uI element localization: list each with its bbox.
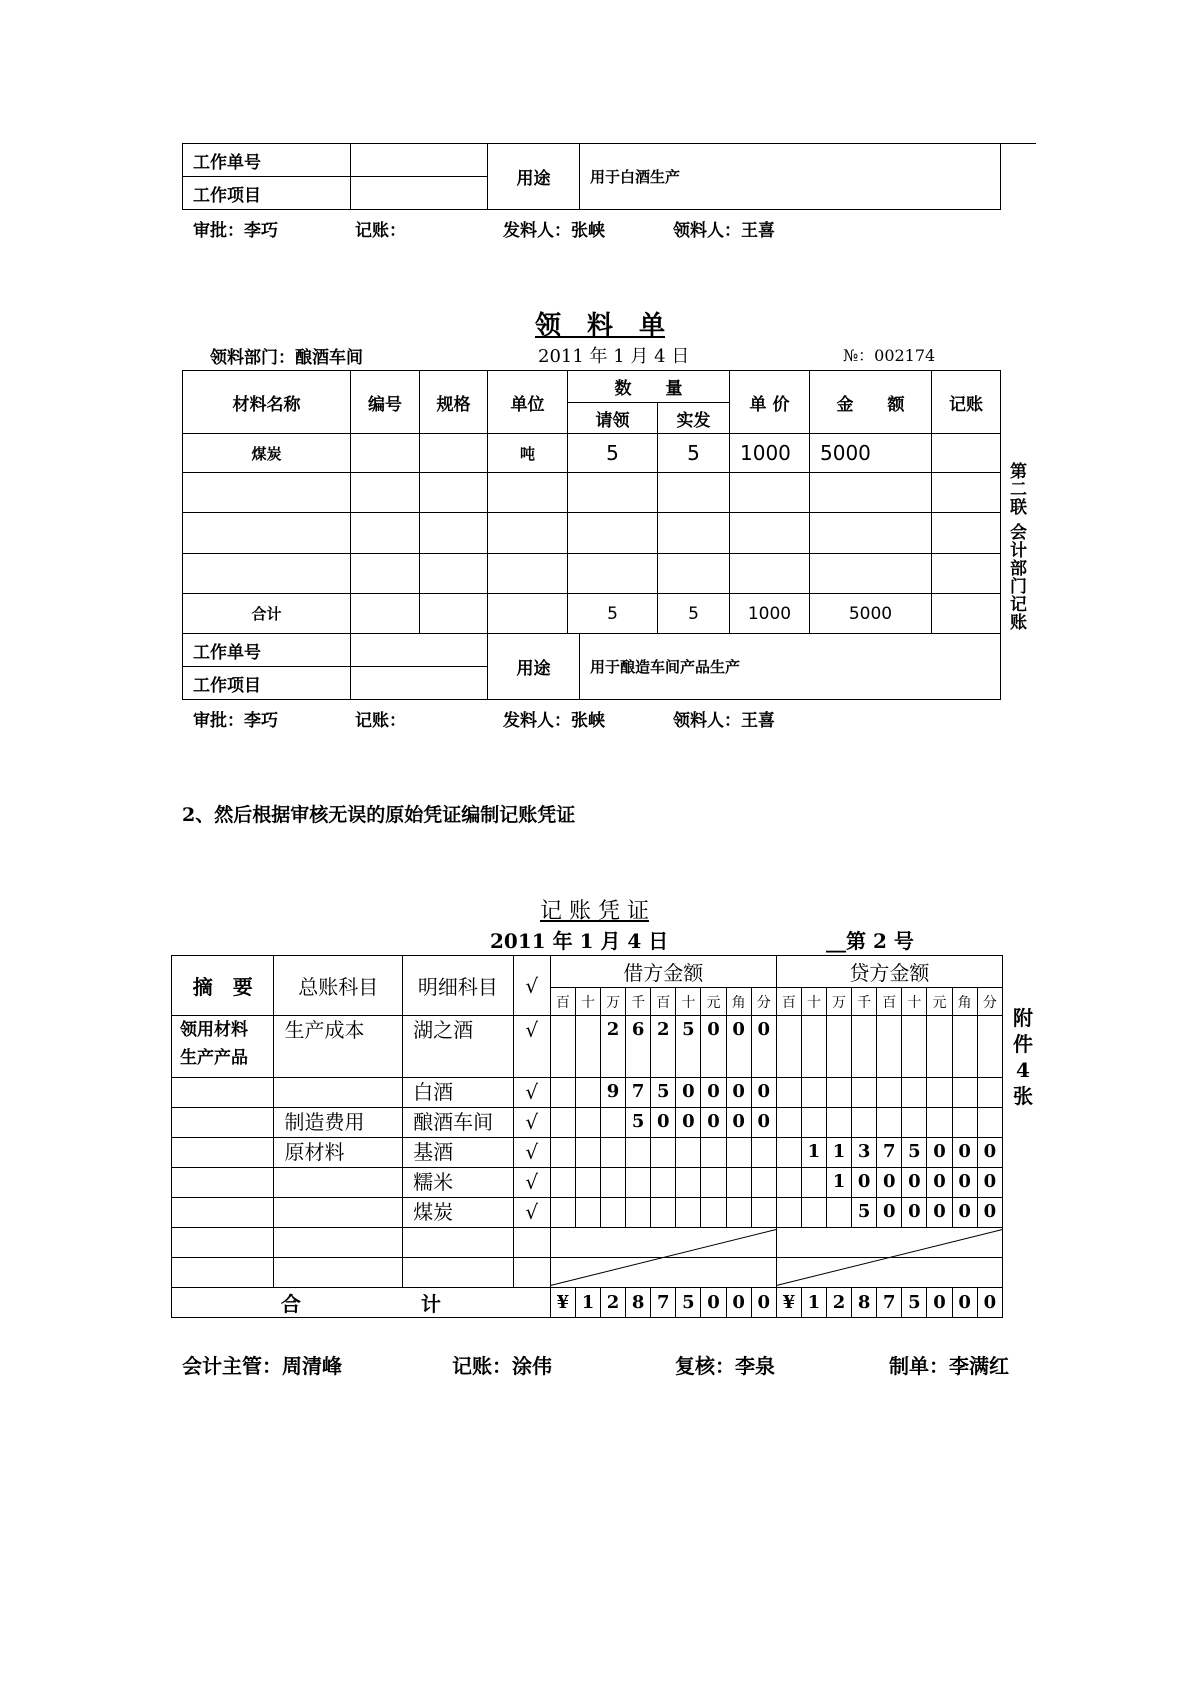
debit-digit bbox=[751, 1168, 776, 1198]
debit-digit: 2 bbox=[601, 1016, 626, 1078]
purpose-value: 用于白酒生产 bbox=[580, 144, 1001, 210]
debit-digit bbox=[751, 1198, 776, 1228]
entry-ledger: 生产成本 bbox=[274, 1016, 403, 1078]
debit-digit bbox=[726, 1168, 751, 1198]
voucher-reviewer: 复核：李泉 bbox=[675, 1354, 775, 1378]
debit-digit bbox=[550, 1016, 575, 1078]
total-debit-digit: 0 bbox=[751, 1288, 776, 1318]
entry-detail: 白酒 bbox=[403, 1078, 514, 1108]
credit-digit bbox=[776, 1078, 801, 1108]
entry-check: √ bbox=[513, 1108, 550, 1138]
debit-digit bbox=[626, 1198, 651, 1228]
total-debit-digit: 1 bbox=[575, 1288, 600, 1318]
voucher-date: 2011 年 1 月 4 日 bbox=[490, 929, 669, 953]
credit-digit bbox=[852, 1078, 877, 1108]
debit-digit bbox=[601, 1198, 626, 1228]
header-unit-price: 单 价 bbox=[730, 371, 810, 434]
debit-digit bbox=[601, 1108, 626, 1138]
entry-check: √ bbox=[513, 1198, 550, 1228]
voucher-empty-row bbox=[172, 1228, 1003, 1258]
total-issued: 5 bbox=[658, 594, 730, 634]
attachment-note: 附件4张 bbox=[1013, 1006, 1033, 1108]
credit-digit bbox=[801, 1078, 826, 1108]
entry-detail: 糯米 bbox=[403, 1168, 514, 1198]
header-requested: 请领 bbox=[568, 403, 658, 434]
credit-digit bbox=[902, 1108, 927, 1138]
table-row bbox=[183, 473, 1001, 513]
entry-summary bbox=[172, 1078, 274, 1108]
credit-digit: 0 bbox=[952, 1168, 977, 1198]
total-credit-digit: 8 bbox=[852, 1288, 877, 1318]
voucher-header-row bbox=[172, 956, 1003, 988]
digit-column-label: 十 bbox=[575, 988, 600, 1016]
work-item-label: 工作项目 bbox=[183, 667, 351, 700]
entry-ledger bbox=[274, 1198, 403, 1228]
entry-detail: 酿酒车间 bbox=[403, 1108, 514, 1138]
voucher-preparer: 制单：李满红 bbox=[889, 1354, 1009, 1378]
copy-side-note: 第二联 会计部门记账 bbox=[1006, 462, 1026, 631]
debit-digit bbox=[701, 1198, 726, 1228]
credit-digit: 0 bbox=[952, 1198, 977, 1228]
total-debit-digit: ¥ bbox=[550, 1288, 575, 1318]
debit-digit bbox=[651, 1138, 676, 1168]
credit-digit: 5 bbox=[902, 1138, 927, 1168]
credit-digit: 1 bbox=[827, 1138, 852, 1168]
top-form-table bbox=[182, 143, 1001, 210]
credit-digit bbox=[852, 1108, 877, 1138]
total-credit-digit: 7 bbox=[877, 1288, 902, 1318]
debit-digit: 7 bbox=[626, 1078, 651, 1108]
debit-digit bbox=[651, 1198, 676, 1228]
total-credit-digit: 0 bbox=[977, 1288, 1002, 1318]
requisition-footer-table bbox=[182, 633, 1001, 700]
credit-digit: 0 bbox=[877, 1168, 902, 1198]
debit-digit: 0 bbox=[726, 1108, 751, 1138]
req-receiver: 领料人：王喜 bbox=[673, 711, 775, 731]
total-debit-digit: 7 bbox=[651, 1288, 676, 1318]
header-detail: 明细科目 bbox=[403, 956, 514, 1016]
step-text: 2、然后根据审核无误的原始凭证编制记账凭证 bbox=[182, 804, 576, 826]
debit-digit: 0 bbox=[701, 1108, 726, 1138]
debit-digit: 6 bbox=[626, 1016, 651, 1078]
debit-digit bbox=[550, 1138, 575, 1168]
voucher-table bbox=[171, 955, 1003, 1318]
entry-ledger: 制造费用 bbox=[274, 1108, 403, 1138]
credit-digit bbox=[776, 1168, 801, 1198]
digit-column-label: 角 bbox=[952, 988, 977, 1016]
debit-digit bbox=[575, 1016, 600, 1078]
total-credit-digit: 0 bbox=[952, 1288, 977, 1318]
credit-digit bbox=[801, 1168, 826, 1198]
entry-detail: 基酒 bbox=[403, 1138, 514, 1168]
total-label: 合 计 bbox=[172, 1288, 551, 1318]
credit-digit: 0 bbox=[927, 1198, 952, 1228]
total-row bbox=[183, 594, 1001, 634]
work-order-value bbox=[351, 144, 488, 177]
req-issuer: 发料人：张峡 bbox=[503, 711, 605, 731]
debit-digit bbox=[701, 1138, 726, 1168]
total-requested: 5 bbox=[568, 594, 658, 634]
credit-digit bbox=[902, 1078, 927, 1108]
digit-column-label: 百 bbox=[877, 988, 902, 1016]
voucher-number: __第 2 号 bbox=[826, 929, 914, 953]
credit-digit: 0 bbox=[902, 1168, 927, 1198]
purpose-label: 用途 bbox=[488, 144, 580, 210]
requisition-date: 2011 年 1 月 4 日 bbox=[538, 346, 690, 367]
credit-digit: 0 bbox=[902, 1198, 927, 1228]
work-order-label: 工作单号 bbox=[183, 144, 351, 177]
voucher-bookkeeper: 记账：涂伟 bbox=[452, 1354, 552, 1378]
debit-digit: 0 bbox=[726, 1016, 751, 1078]
total-credit-digit: ¥ bbox=[776, 1288, 801, 1318]
table-row bbox=[183, 513, 1001, 554]
header-amount: 金 额 bbox=[810, 371, 932, 434]
credit-digit: 0 bbox=[877, 1198, 902, 1228]
voucher-title: 记 账 凭 证 bbox=[540, 899, 649, 924]
voucher-entry-row bbox=[172, 1198, 1003, 1228]
credit-digit bbox=[902, 1016, 927, 1078]
debit-digit bbox=[550, 1168, 575, 1198]
digit-column-label: 分 bbox=[977, 988, 1002, 1016]
requisition-department: 领料部门：酿酒车间 bbox=[210, 348, 363, 368]
debit-digit bbox=[751, 1138, 776, 1168]
debit-digit: 0 bbox=[651, 1108, 676, 1138]
total-price: 1000 bbox=[730, 594, 810, 634]
voucher-entry-row bbox=[172, 1168, 1003, 1198]
digit-column-label: 十 bbox=[902, 988, 927, 1016]
total-credit-digit: 0 bbox=[927, 1288, 952, 1318]
entry-summary bbox=[172, 1198, 274, 1228]
debit-digit: 0 bbox=[701, 1016, 726, 1078]
header-code: 编号 bbox=[351, 371, 420, 434]
credit-digit: 0 bbox=[927, 1138, 952, 1168]
digit-column-label: 百 bbox=[776, 988, 801, 1016]
digit-column-label: 十 bbox=[801, 988, 826, 1016]
entry-summary bbox=[172, 1138, 274, 1168]
top-receiver: 领料人：王喜 bbox=[673, 221, 775, 241]
header-issued: 实发 bbox=[658, 403, 730, 434]
entry-summary bbox=[172, 1168, 274, 1198]
credit-digit: 0 bbox=[852, 1168, 877, 1198]
debit-digit: 5 bbox=[676, 1016, 701, 1078]
debit-digit bbox=[550, 1198, 575, 1228]
credit-digit bbox=[927, 1078, 952, 1108]
total-debit-digit: 8 bbox=[626, 1288, 651, 1318]
debit-digit bbox=[726, 1138, 751, 1168]
entry-check: √ bbox=[513, 1138, 550, 1168]
credit-digit: 1 bbox=[827, 1168, 852, 1198]
credit-digit: 1 bbox=[801, 1138, 826, 1168]
digit-column-label: 千 bbox=[626, 988, 651, 1016]
row-material: 煤炭 bbox=[183, 434, 351, 473]
voucher-entry-row bbox=[172, 1078, 1003, 1108]
voucher-total-row bbox=[172, 1288, 1003, 1318]
credit-digit: 5 bbox=[852, 1198, 877, 1228]
debit-digit bbox=[676, 1198, 701, 1228]
credit-digit: 3 bbox=[852, 1138, 877, 1168]
debit-digit bbox=[601, 1168, 626, 1198]
digit-column-label: 千 bbox=[852, 988, 877, 1016]
debit-digit bbox=[601, 1138, 626, 1168]
credit-digit bbox=[977, 1016, 1002, 1078]
voucher-entry-row bbox=[172, 1108, 1003, 1138]
debit-digit bbox=[550, 1108, 575, 1138]
credit-digit: 0 bbox=[977, 1168, 1002, 1198]
digit-column-label: 元 bbox=[701, 988, 726, 1016]
row-price: 1000 bbox=[730, 434, 810, 473]
header-spec: 规格 bbox=[420, 371, 488, 434]
header-unit: 单位 bbox=[488, 371, 568, 434]
requisition-title: 领 料 单 bbox=[535, 311, 666, 341]
credit-digit: 0 bbox=[977, 1198, 1002, 1228]
row-requested: 5 bbox=[568, 434, 658, 473]
digit-column-label: 万 bbox=[601, 988, 626, 1016]
purpose-value: 用于酿造车间产品生产 bbox=[580, 634, 1001, 700]
row-issued: 5 bbox=[658, 434, 730, 473]
top-approve: 审批：李巧 bbox=[193, 221, 278, 241]
purpose-label: 用途 bbox=[488, 634, 580, 700]
header-ledger: 总账科目 bbox=[274, 956, 403, 1016]
debit-digit: 5 bbox=[651, 1078, 676, 1108]
credit-digit: 0 bbox=[952, 1138, 977, 1168]
debit-digit bbox=[575, 1078, 600, 1108]
header-summary: 摘 要 bbox=[172, 956, 274, 1016]
credit-digit bbox=[776, 1138, 801, 1168]
credit-digit bbox=[827, 1078, 852, 1108]
req-approve: 审批：李巧 bbox=[193, 711, 278, 731]
credit-digit bbox=[801, 1016, 826, 1078]
total-debit-digit: 5 bbox=[676, 1288, 701, 1318]
debit-digit: 0 bbox=[701, 1078, 726, 1108]
debit-digit bbox=[676, 1168, 701, 1198]
entry-check: √ bbox=[513, 1016, 550, 1078]
table-row bbox=[183, 554, 1001, 594]
entry-detail: 湖之酒 bbox=[403, 1016, 514, 1078]
table-row bbox=[183, 434, 1001, 473]
credit-digit bbox=[801, 1198, 826, 1228]
header-quantity: 数 量 bbox=[568, 371, 730, 403]
entry-check: √ bbox=[513, 1168, 550, 1198]
work-item-value bbox=[351, 177, 488, 210]
debit-digit: 9 bbox=[601, 1078, 626, 1108]
debit-digit bbox=[575, 1168, 600, 1198]
req-bookkeep: 记账： bbox=[355, 711, 406, 731]
total-credit-digit: 5 bbox=[902, 1288, 927, 1318]
digit-column-label: 百 bbox=[550, 988, 575, 1016]
credit-digit: 7 bbox=[877, 1138, 902, 1168]
debit-digit bbox=[626, 1138, 651, 1168]
credit-digit bbox=[977, 1108, 1002, 1138]
debit-digit bbox=[550, 1078, 575, 1108]
credit-digit: 0 bbox=[927, 1168, 952, 1198]
total-debit-digit: 0 bbox=[726, 1288, 751, 1318]
debit-digit: 0 bbox=[751, 1108, 776, 1138]
debit-digit bbox=[701, 1168, 726, 1198]
credit-digit bbox=[977, 1078, 1002, 1108]
credit-digit: 0 bbox=[977, 1138, 1002, 1168]
entry-ledger: 原材料 bbox=[274, 1138, 403, 1168]
requisition-number: №：002174 bbox=[843, 346, 936, 365]
digit-column-label: 十 bbox=[676, 988, 701, 1016]
credit-digit bbox=[877, 1016, 902, 1078]
voucher-entry-row bbox=[172, 1138, 1003, 1168]
digit-column-label: 百 bbox=[651, 988, 676, 1016]
total-debit-digit: 2 bbox=[601, 1288, 626, 1318]
header-check: √ bbox=[513, 956, 550, 1016]
total-debit-digit: 0 bbox=[701, 1288, 726, 1318]
header-material: 材料名称 bbox=[183, 371, 351, 434]
debit-digit bbox=[726, 1198, 751, 1228]
credit-digit bbox=[801, 1108, 826, 1138]
top-issuer: 发料人：张峡 bbox=[503, 221, 605, 241]
entry-check: √ bbox=[513, 1078, 550, 1108]
debit-digit: 5 bbox=[626, 1108, 651, 1138]
debit-digit: 2 bbox=[651, 1016, 676, 1078]
requisition-table bbox=[182, 370, 1001, 634]
entry-ledger bbox=[274, 1168, 403, 1198]
debit-digit bbox=[575, 1108, 600, 1138]
credit-digit bbox=[952, 1078, 977, 1108]
header-posted: 记账 bbox=[932, 371, 1001, 434]
debit-digit: 0 bbox=[676, 1108, 701, 1138]
credit-digit bbox=[776, 1198, 801, 1228]
work-order-label: 工作单号 bbox=[183, 634, 351, 667]
row-amount: 5000 bbox=[810, 434, 932, 473]
credit-digit bbox=[952, 1016, 977, 1078]
voucher-wrap bbox=[171, 955, 1003, 1345]
debit-digit: 0 bbox=[676, 1078, 701, 1108]
digit-column-label: 万 bbox=[827, 988, 852, 1016]
entry-ledger bbox=[274, 1078, 403, 1108]
voucher-supervisor: 会计主管：周清峰 bbox=[182, 1354, 342, 1378]
total-amount: 5000 bbox=[810, 594, 932, 634]
credit-digit bbox=[827, 1016, 852, 1078]
credit-digit bbox=[952, 1108, 977, 1138]
credit-digit bbox=[877, 1078, 902, 1108]
voucher-empty-row bbox=[172, 1258, 1003, 1288]
debit-digit bbox=[575, 1138, 600, 1168]
credit-digit bbox=[827, 1198, 852, 1228]
credit-digit bbox=[927, 1108, 952, 1138]
debit-digit: 0 bbox=[726, 1078, 751, 1108]
debit-digit bbox=[575, 1198, 600, 1228]
debit-digit bbox=[676, 1138, 701, 1168]
credit-digit bbox=[877, 1108, 902, 1138]
entry-detail: 煤炭 bbox=[403, 1198, 514, 1228]
credit-digit bbox=[927, 1016, 952, 1078]
header-credit: 贷方金额 bbox=[776, 956, 1002, 988]
debit-digit: 0 bbox=[751, 1078, 776, 1108]
work-item-label: 工作项目 bbox=[183, 177, 351, 210]
debit-digit bbox=[626, 1168, 651, 1198]
total-credit-digit: 1 bbox=[801, 1288, 826, 1318]
digit-column-label: 元 bbox=[927, 988, 952, 1016]
debit-digit bbox=[651, 1168, 676, 1198]
digit-column-label: 角 bbox=[726, 988, 751, 1016]
entry-summary bbox=[172, 1108, 274, 1138]
credit-digit bbox=[776, 1016, 801, 1078]
row-unit: 吨 bbox=[488, 434, 568, 473]
voucher-entry-row bbox=[172, 1016, 1003, 1078]
digit-column-label: 分 bbox=[751, 988, 776, 1016]
top-bookkeep: 记账： bbox=[355, 221, 406, 241]
credit-digit bbox=[827, 1108, 852, 1138]
credit-digit bbox=[852, 1016, 877, 1078]
header-debit: 借方金额 bbox=[550, 956, 776, 988]
credit-digit bbox=[776, 1108, 801, 1138]
total-label: 合计 bbox=[183, 594, 351, 634]
debit-digit: 0 bbox=[751, 1016, 776, 1078]
total-credit-digit: 2 bbox=[827, 1288, 852, 1318]
entry-summary: 领用材料 生产产品 bbox=[172, 1016, 274, 1078]
